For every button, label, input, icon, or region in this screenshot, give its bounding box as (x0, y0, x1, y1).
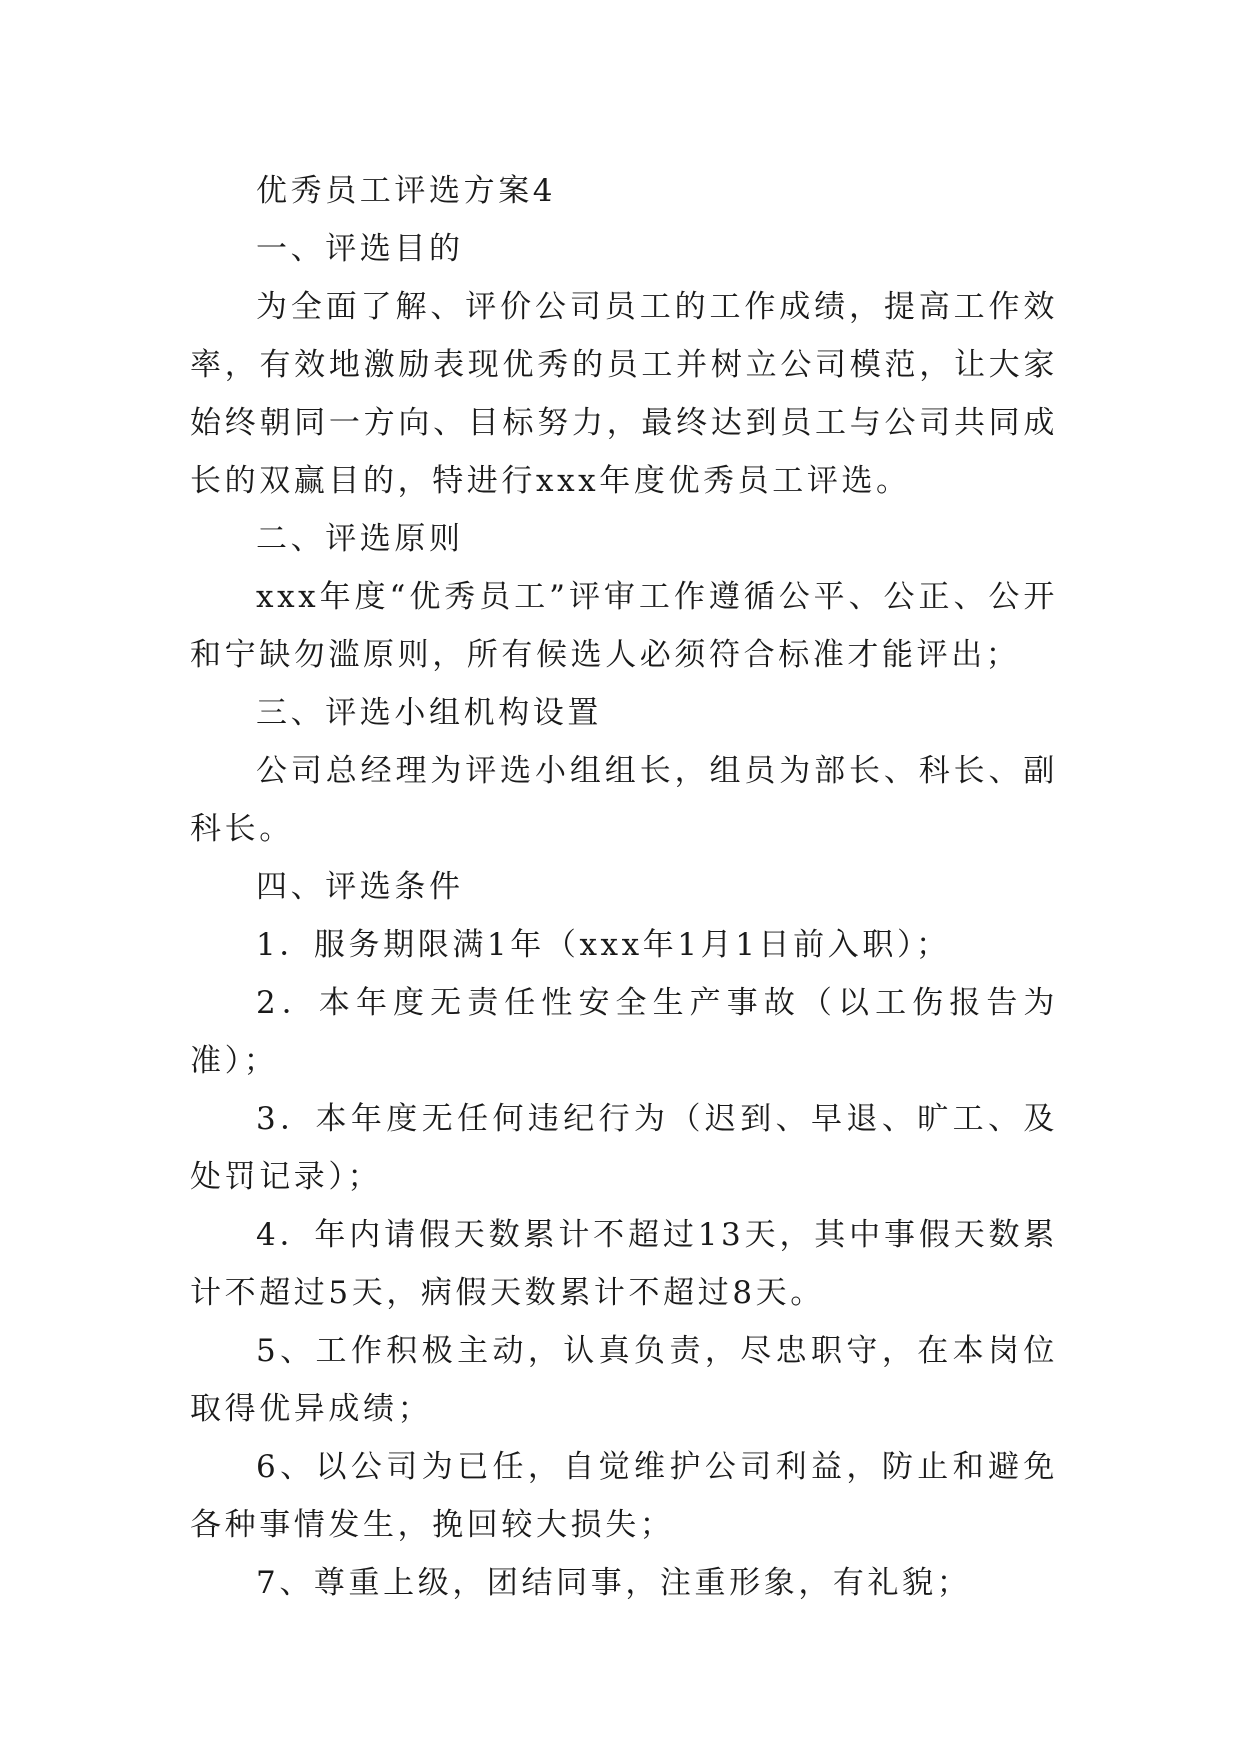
paragraph-committee: 公司总经理为评选小组组长，组员为部长、科长、副科长。 (190, 753, 1058, 847)
document-body (190, 162, 1058, 1612)
condition-item-5: 5、工作积极主动，认真负责，尽忠职守，在本岗位取得优异成绩； (190, 1333, 1058, 1427)
section-heading-committee: 三、评选小组机构设置 (256, 695, 602, 731)
condition-item-1: 1．服务期限满1年（xxx年1月1日前入职）； (256, 927, 951, 963)
paragraph-purpose: 为全面了解、评价公司员工的工作成绩，提高工作效率，有效地激励表现优秀的员工并树立公司模范，让大家始终朝同一方向、目标努力，最终达到员工与公司共同成长的双赢目的，特进行xxx年度优秀员工评选。 (190, 289, 1058, 499)
paragraph-principle: xxx年度“优秀员工”评审工作遵循公平、公正、公开和宁缺勿滥原则，所有候选人必须符合标准才能评出； (190, 579, 1058, 673)
document-title: 优秀员工评选方案4 (256, 173, 557, 209)
condition-item-7: 7、尊重上级，团结同事，注重形象，有礼貌； (256, 1565, 972, 1601)
condition-item-2: 2．本年度无责任性安全生产事故（以工伤报告为准）； (190, 985, 1058, 1079)
condition-item-6: 6、以公司为已任，自觉维护公司利益，防止和避免各种事情发生，挽回较大损失； (190, 1449, 1058, 1543)
condition-item-4: 4．年内请假天数累计不超过13天，其中事假天数累计不超过5天，病假天数累计不超过8天。 (190, 1217, 1058, 1311)
condition-item-3: 3．本年度无任何违纪行为（迟到、早退、旷工、及处罚记录）； (190, 1101, 1058, 1195)
section-heading-purpose: 一、评选目的 (256, 231, 464, 267)
section-heading-conditions: 四、评选条件 (256, 869, 464, 905)
section-heading-principle: 二、评选原则 (256, 521, 464, 557)
